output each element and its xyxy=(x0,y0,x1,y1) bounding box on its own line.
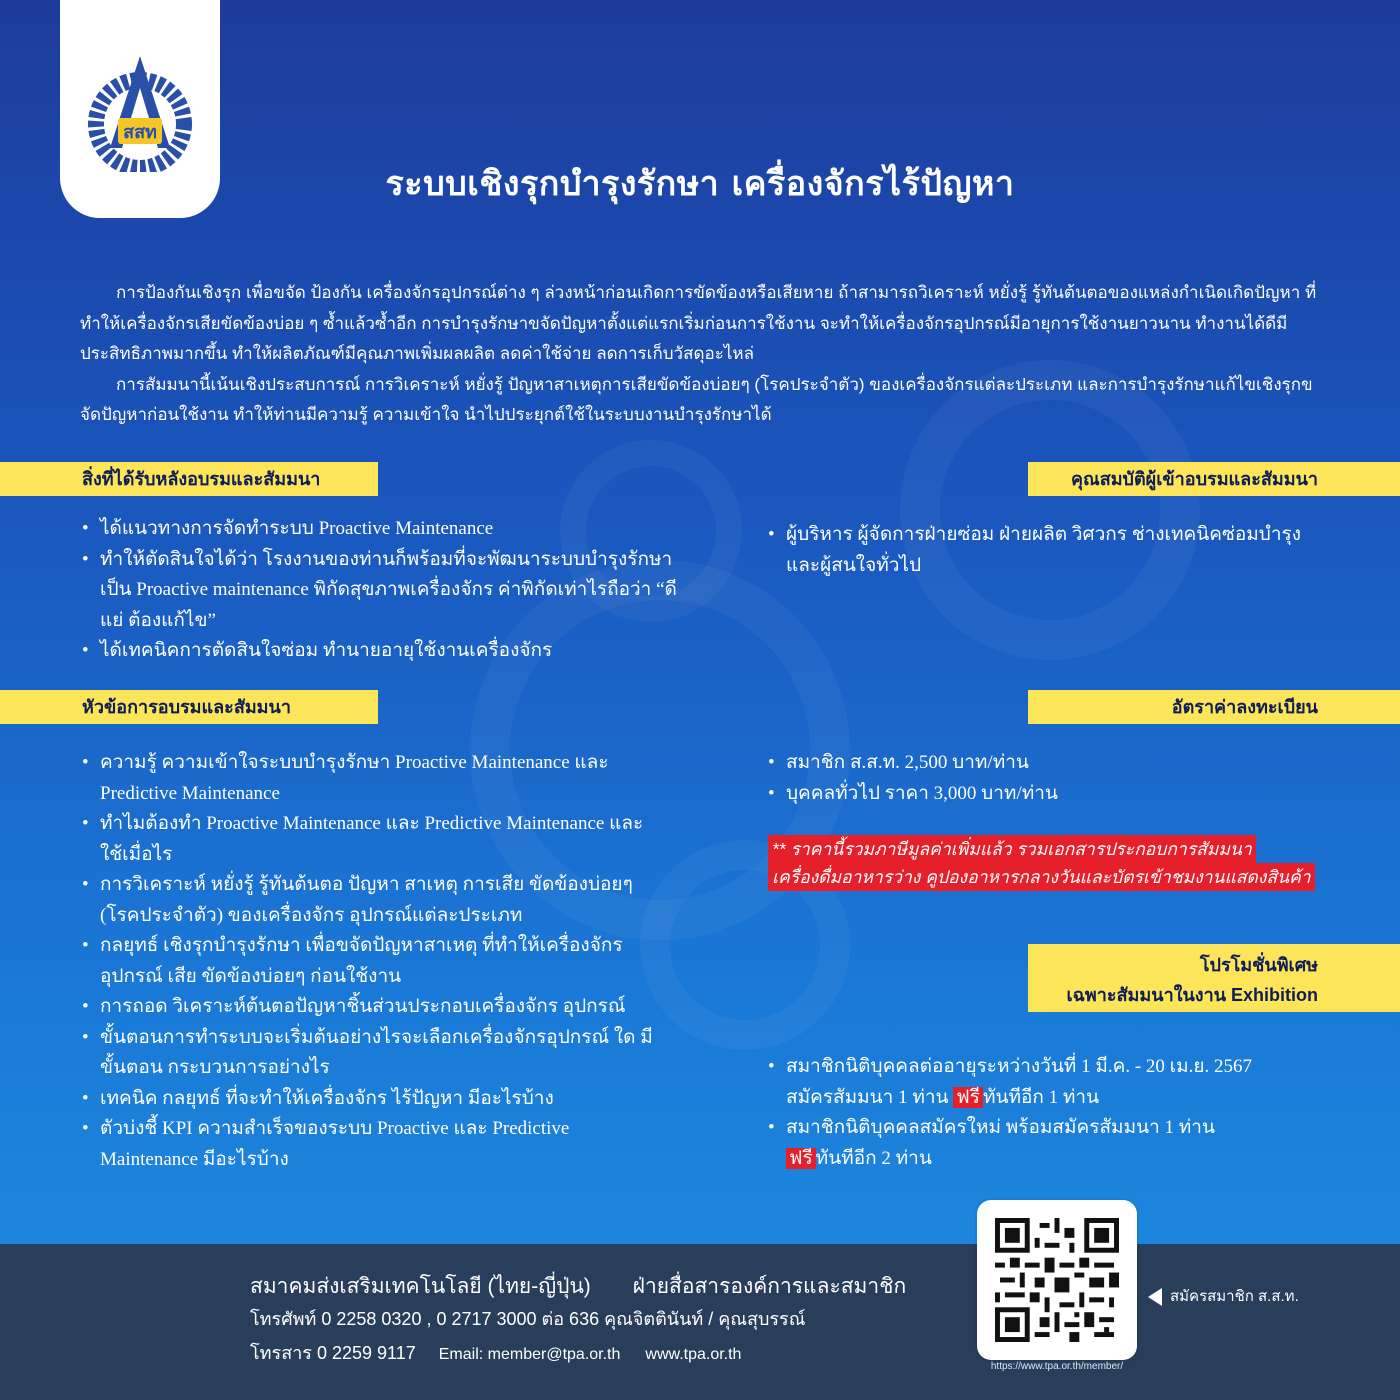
topics-banner: หัวข้อการอบรมและสัมมนา xyxy=(0,690,378,724)
footer-org: สมาคมส่งเสริมเทคโนโลยี (ไทย-ญี่ปุ่น) xyxy=(250,1275,591,1298)
promo-list xyxy=(766,1052,1366,1174)
list-item: • ได้เทคนิคการตัดสินใจซ่อม ทำนายอายุใช้งานเครื่องจักร xyxy=(80,636,680,667)
list-item: • ความรู้ ความเข้าใจระบบบำรุงรักษา Proactive Maintenance และ Predictive Maintenance xyxy=(80,748,660,809)
price-note xyxy=(768,835,1315,891)
promo-text: ทันทีอีก 2 ท่าน xyxy=(815,1147,932,1169)
arrow-left-icon xyxy=(1148,1288,1162,1306)
promo-text: ทันทีอีก 1 ท่าน xyxy=(982,1086,1100,1108)
promo-text: สมาชิกนิติบุคคลสมัครใหม่ พร้อมสมัครสัมมนา 1 ท่าน xyxy=(786,1117,1215,1138)
list-item: • ทำให้ตัดสินใจได้ว่า โรงงานของท่านก็พร้อมที่จะพัฒนาระบบบำรุงรักษาเป็น Proactive maintenance พิกัดสุขภาพเครื่องจักร ค่าพิกัดเท่าไรถือว่า “ดี แย่ ต้องแก้ไข” xyxy=(80,545,680,637)
list-item: • การถอด วิเคราะห์ต้นตอปัญหาชิ้นส่วนประกอบเครื่องจักร อุปกรณ์ xyxy=(80,992,660,1023)
qr-code-icon xyxy=(995,1218,1119,1342)
qr-code-card[interactable] xyxy=(977,1200,1137,1360)
intro-text xyxy=(80,278,1330,431)
promo-text: สมาชิกนิติบุคคลต่ออายุระหว่างวันที่ 1 มี.ค. - 20 เม.ย. 2567 xyxy=(786,1056,1253,1077)
list-item: • กลยุทธ์ เชิงรุกบำรุงรักษา เพื่อขจัดปัญหาสาเหตุ ที่ทำให้เครื่องจักร อุปกรณ์ เสีย ขัดข้องบ่อยๆ ก่อนใช้งาน xyxy=(80,931,660,992)
benefits-list xyxy=(80,514,680,667)
list-item: • สมาชิก ส.ส.ท. 2,500 บาท/ท่าน xyxy=(766,748,1326,779)
qr-url: https://www.tpa.or.th/member/ xyxy=(990,1361,1124,1372)
promo-text: สมัครสัมมนา 1 ท่าน xyxy=(786,1086,954,1108)
free-badge: ฟรี xyxy=(953,1087,983,1108)
list-item: • การวิเคราะห์ หยั่งรู้ รู้ทันต้นตอ ปัญหา สาเหตุ การเสีย ขัดข้องบ่อยๆ (โรคประจำตัว) ของเครื่องจักร อุปกรณ์แต่ละประเภท xyxy=(80,870,660,931)
list-item: • ทำไมต้องทำ Proactive Maintenance และ Predictive Maintenance และใช้เมื่อไร xyxy=(80,809,660,870)
footer-dept: ฝ่ายสื่อสารองค์การและสมาชิก xyxy=(632,1275,907,1298)
list-item: • ขั้นตอนการทำระบบจะเริ่มต้นอย่างไรจะเลือกเครื่องจักรอุปกรณ์ ใด มีขั้นตอน กระบวนการอย่างไร xyxy=(80,1023,660,1084)
footer-contact-line xyxy=(250,1338,741,1367)
signup-text: สมัครสมาชิก ส.ส.ท. xyxy=(1170,1288,1299,1305)
footer xyxy=(0,1244,1400,1400)
logo-text: สสท xyxy=(123,122,157,142)
promo-title: โปรโมชั่นพิเศษ xyxy=(1199,955,1318,975)
benefits-banner: สิ่งที่ได้รับหลังอบรมและสัมมนา xyxy=(0,462,378,496)
list-item: • ได้แนวทางการจัดทำระบบ Proactive Maintenance xyxy=(80,514,680,545)
qualifications-banner: คุณสมบัติผู้เข้าอบรมและสัมมนา xyxy=(1028,462,1400,496)
list-item: • ตัวบ่งชี้ KPI ความสำเร็จของระบบ Proactive และ Predictive Maintenance มีอะไรบ้าง xyxy=(80,1114,660,1175)
promo-banner xyxy=(1028,944,1400,1012)
association-logo xyxy=(88,52,192,172)
page-title: ระบบเชิงรุกบำรุงรักษา เครื่องจักรไร้ปัญหา xyxy=(385,164,1015,204)
qualifications-list xyxy=(766,520,1326,581)
free-badge: ฟรี xyxy=(786,1148,816,1169)
list-item xyxy=(766,1052,1366,1113)
fees-banner: อัตราค่าลงทะเบียน xyxy=(1028,690,1400,724)
footer-phone: โทรศัพท์ 0 2258 0320 , 0 2717 3000 ต่อ 636 คุณจิตตินันท์ / คุณสุบรรณ์ xyxy=(250,1309,806,1329)
price-note-line: ** ราคานี้รวมภาษีมูลค่าเพิ่มแล้ว รวมเอกสารประกอบการสัมมนา xyxy=(768,835,1256,863)
price-note-line: เครื่องดื่มอาหารว่าง คูปองอาหารกลางวันและบัตรเข้าชมงานแสดงสินค้า xyxy=(768,863,1315,891)
footer-email[interactable]: Email: member@tpa.or.th xyxy=(438,1346,621,1363)
list-item xyxy=(766,1113,1366,1174)
fees-list xyxy=(766,748,1326,809)
intro-paragraph: การสัมมนานี้เน้นเชิงประสบการณ์ การวิเคราะห์ หยั่งรู้ ปัญหาสาเหตุการเสียขัดข้องบ่อยๆ (โรคประจำตัว) ของเครื่องจักรแต่ละประเภท และการบำรุงรักษาแก้ไขเชิงรุกขจัดปัญหาก่อนใช้งาน ทำให้ท่านมีความรู้ ความเข้าใจ นำไปประยุกต์ใช้ในระบบงานบำรุงรักษาได้ xyxy=(80,374,1313,424)
list-item: • เทคนิค กลยุทธ์ ที่จะทำให้เครื่องจักร ไร้ปัญหา มีอะไรบ้าง xyxy=(80,1084,660,1115)
footer-org-line xyxy=(250,1270,906,1303)
signup-label[interactable] xyxy=(1148,1284,1299,1308)
intro-paragraph: การป้องกันเชิงรุก เพื่อขจัด ป้องกัน เครื่องจักรอุปกรณ์ต่าง ๆ ล่วงหน้าก่อนเกิดการขัดข้องหรือเสียหาย ถ้าสามารถวิเคราะห์ หยั่งรู้ รู้ทันต้นตอของแหล่งกำเนิดเกิดปัญหา ที่ทำให้เครื่องจักรเสียขัดข้องบ่อย ๆ ซ้ำแล้วซ้ำอีก การบำรุงรักษาขจัดปัญหาตั้งแต่แรกเริ่มก่อนการใช้งาน จะทำให้เครื่องจักรอุปกรณ์มีอายุการใช้งานยาวนาน ทำงานได้ดีมีประสิทธิภาพมากขึ้น ทำให้ผลิตภัณฑ์มีคุณภาพเพิ่มผลผลิต ลดค่าใช้จ่าย ลดการเก็บวัสดุอะไหล่ xyxy=(80,283,1317,363)
promo-subtitle: เฉพาะสัมมนาในงาน Exhibition xyxy=(1066,985,1318,1005)
list-item: • บุคคลทั่วไป ราคา 3,000 บาท/ท่าน xyxy=(766,779,1326,810)
topics-list xyxy=(80,748,660,1175)
footer-fax: โทรสาร 0 2259 9117 xyxy=(250,1343,416,1363)
footer-website[interactable]: www.tpa.or.th xyxy=(645,1346,742,1363)
list-item: • ผู้บริหาร ผู้จัดการฝ่ายซ่อม ฝ่ายผลิต วิศวกร ช่างเทคนิคซ่อมบำรุง และผู้สนใจทั่วไป xyxy=(766,520,1326,581)
